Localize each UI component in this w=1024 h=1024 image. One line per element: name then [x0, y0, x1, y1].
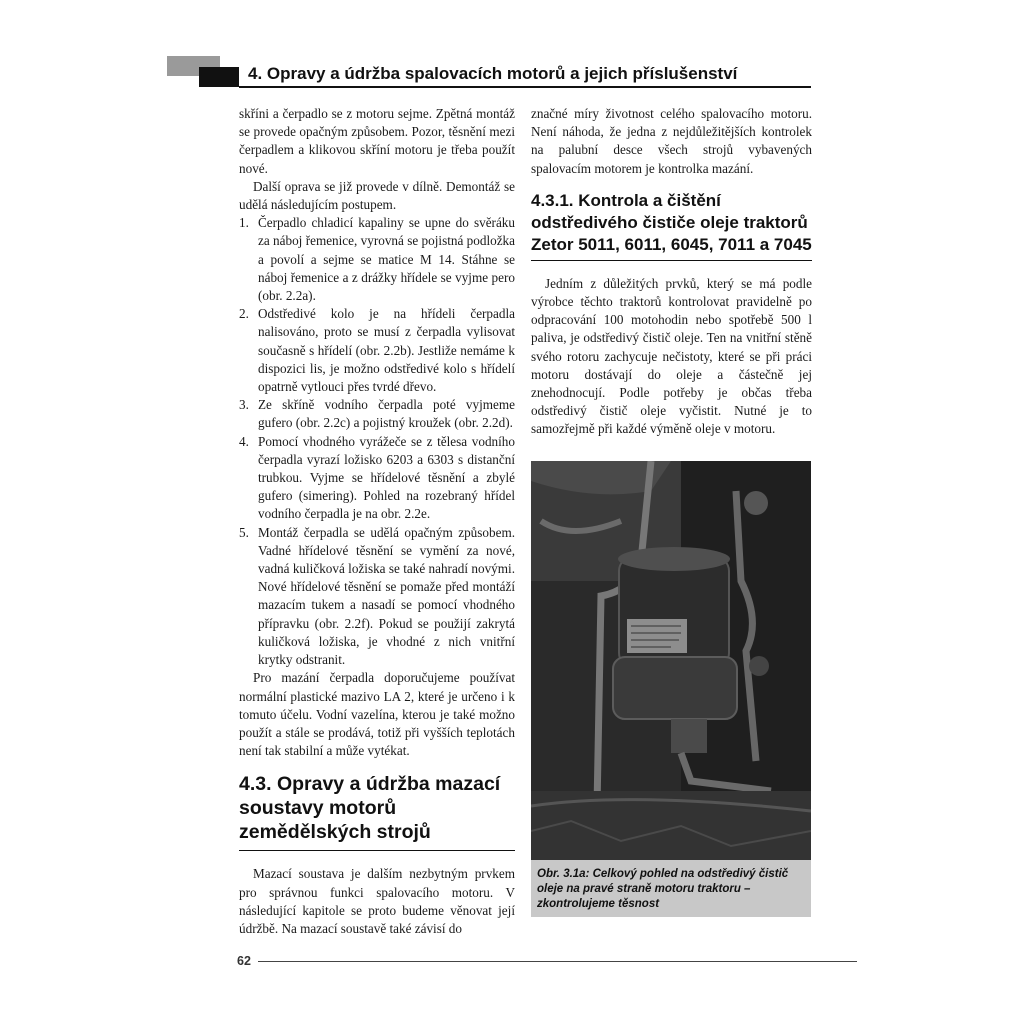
list-number: 5. — [239, 524, 249, 540]
paragraph: Další oprava se již provede v dílně. Demontáž se udělá následujícím postupem. — [239, 178, 515, 213]
section-heading: 4.3. Opravy a údržba mazací soustavy motorů zemědělských strojů — [239, 772, 515, 851]
photo-caption: Obr. 3.1a: Celkový pohled na odstředivý čistič oleje na pravé straně motoru traktoru – zkontrolujeme těsnost — [531, 860, 811, 917]
list-item — [239, 305, 515, 396]
left-column — [239, 105, 515, 938]
procedure-list — [239, 214, 515, 669]
subsection-heading: 4.3.1. Kontrola a čištění odstředivého čističe oleje traktorů Zetor 5011, 6011, 6045, 7011 a 7045 — [531, 190, 812, 261]
paragraph: Jedním z důležitých prvků, který se má podle výrobce těchto traktorů kontrolovat pravidelně po odpracování 100 motohodin nebo spotřebě 500 l paliva, je odstředivý čistič oleje. Ten na vnitřní stěně svého rotoru zachycuje nečistoty, které se při práci motoru dostávají do oleje a částečně jej znehodnocují. Podle potřeby je občas třeba odstředivý čistič oleje vyčistit. Nutné je to samozřejmě při každé výměně oleje v motoru. — [531, 275, 812, 437]
list-item-text: Čerpadlo chladicí kapaliny se upne do svěráku za náboj řemenice, vyrovná se pojistná podložka a povolí a sejme se matice M 14. Stáhne se náboj řemenice a z drážky hřídele se vyjme pero (obr. 2.2a). — [258, 215, 515, 304]
oil-filter-photo — [531, 461, 811, 860]
list-item — [239, 396, 515, 432]
list-item — [239, 214, 515, 305]
list-number: 3. — [239, 397, 249, 413]
paragraph: Mazací soustava je dalším nezbytným prvkem pro správnou funkci spalovacího motoru. V následující kapitole se proto budeme věnovat její údržbě. Na mazací soustavě také závisí do — [239, 866, 515, 936]
list-number: 1. — [239, 215, 249, 231]
right-column — [531, 105, 812, 439]
list-item — [239, 433, 515, 524]
running-header-title: 4. Opravy a údržba spalovacích motorů a jejich příslušenství — [248, 64, 738, 83]
paragraph: skříni a čerpadlo se z motoru sejme. Zpětná montáž se provede opačným způsobem. Pozor, těsnění mezi čerpadlem a klikovou skříní motoru je třeba použít nové. — [239, 106, 515, 176]
paragraph: Pro mazání čerpadla doporučujeme používat normální plastické mazivo LA 2, které je určeno i k tomuto účelu. Vodní vazelína, kterou je také možno použít a stále se prodává, totiž při vyšších teplotách není tak stabilní a může vytékat. — [239, 670, 515, 759]
list-item-text: Montáž čerpadla se udělá opačným způsobem. Vadné hřídelové těsnění se vymění za nové, vadná kuličková ložiska se také nahradí novými. Nové hřídelové těsnění se pomaže před montáží mazacím tukem a nasadí se pomocí vhodného přípravku (obr. 2.2f). Pokud se použijí zakrytá kuličková ložiska, je vhodné z nich vnitřní krytky odstranit. — [258, 524, 515, 668]
list-item-text: Odstředivé kolo je na hřídeli čerpadla nalisováno, proto se musí z čerpadla vylisovat současně s hřídelí (obr. 2.2b). Jestliže nemáme k dispozici lis, je možno odstředivé kolo s hřídelí opatrně vytlouci přes tvrdé dřevo. — [258, 306, 515, 395]
list-number: 4. — [239, 433, 249, 449]
list-item-text: Ze skříně vodního čerpadla poté vyjmeme gufero (obr. 2.2c) a pojistný kroužek (obr. 2.2d). — [258, 397, 515, 431]
page-number: 62 — [237, 954, 251, 968]
header-rule — [239, 86, 811, 88]
header-black-block — [199, 67, 239, 87]
list-item-text: Pomocí vhodného vyrážeče se z tělesa vodního čerpadla vyrazí ložisko 6203 a 6303 s distanční trubkou. Vyjme se hřídelové těsnění a zbylé gufero (simering). Pohled na rozebraný hřídel vodního čerpadla je na obr. 2.2e. — [258, 433, 515, 522]
list-number: 2. — [239, 306, 249, 322]
footer-rule — [258, 961, 857, 962]
paragraph: značné míry životnost celého spalovacího motoru. Není náhoda, že jedna z nejdůležitějších kontrolek na palubní desce všech strojů vybavených spalovacím motorem je kontrolka mazání. — [531, 106, 812, 176]
list-item — [239, 524, 515, 670]
oil-filter-illustration — [531, 461, 811, 860]
